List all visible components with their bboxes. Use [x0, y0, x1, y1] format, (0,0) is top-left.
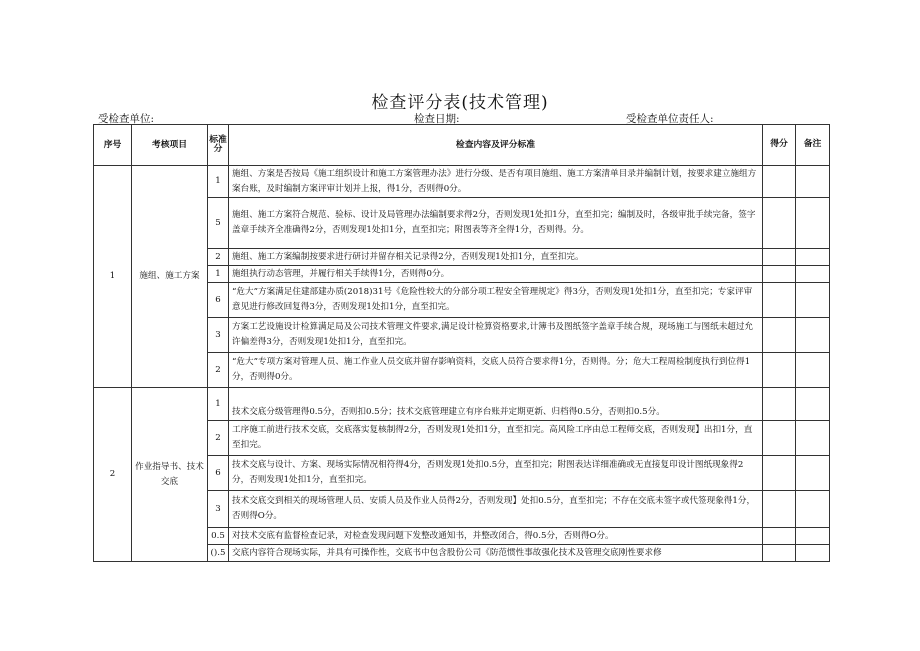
std-score-cell: 0.5 — [208, 528, 229, 545]
remark-cell[interactable] — [796, 545, 830, 562]
table-row — [94, 166, 830, 198]
std-score-cell: 2 — [208, 353, 229, 388]
score-cell[interactable] — [763, 421, 796, 456]
remark-cell[interactable] — [796, 491, 830, 528]
remark-cell[interactable] — [796, 166, 830, 198]
table-row — [94, 388, 830, 421]
score-cell[interactable] — [763, 545, 796, 562]
content-cell: 技术交底交到相关的现场管理人员、安质人员及作业人员得2分，否则发现】处扣0.5分，直至扣完；不存在交底未签字或代签现象得1分，否则得O分。 — [229, 491, 763, 528]
std-score-cell: 2 — [208, 421, 229, 456]
score-cell[interactable] — [763, 456, 796, 491]
remark-cell[interactable] — [796, 283, 830, 318]
content-cell: 施组执行动态管理，并履行相关手续得1分，否则得0分。 — [229, 266, 763, 283]
group-2-no: 2 — [94, 388, 132, 562]
group-1-item: 施组、施工方案 — [132, 166, 208, 388]
score-cell[interactable] — [763, 388, 796, 421]
content-cell: 施组、方案是否按局《施工组织设计和施工方案管理办法》进行分级、是否有项目施组、施工方案清单目录并编制计划，按要求建立施组方案台账，及时编制方案评审计划并上报，得1分，否则得0分。 — [229, 166, 763, 198]
header-remark: 备注 — [796, 125, 830, 166]
std-score-cell: 1 — [208, 166, 229, 198]
inspected-unit-label: 受检查单位: — [98, 113, 155, 125]
score-cell[interactable] — [763, 353, 796, 388]
header-item: 考核项目 — [132, 125, 208, 166]
score-cell[interactable] — [763, 283, 796, 318]
score-cell[interactable] — [763, 491, 796, 528]
std-score-cell: ().5 — [208, 545, 229, 562]
header-no: 序号 — [94, 125, 132, 166]
content-cell: “危大”方案满足住建部建办质(2018)31号《危险性较大的分部分项工程安全管理规定》得3分，否则发现1处扣1分，直至扣完；专家评审意见进行修改回复得3分，否则发现1处扣1分，直至扣完。 — [229, 283, 763, 318]
score-cell[interactable] — [763, 166, 796, 198]
header-standard-score: 标准分 — [208, 125, 229, 166]
std-score-cell: 6 — [208, 283, 229, 318]
remark-cell[interactable] — [796, 198, 830, 249]
remark-cell[interactable] — [796, 388, 830, 421]
std-score-cell: 6 — [208, 456, 229, 491]
remark-cell[interactable] — [796, 266, 830, 283]
table-header-row — [94, 125, 830, 166]
remark-cell[interactable] — [796, 318, 830, 353]
content-cell: 技术交底分级管理得0.5分，否则扣0.5分；技术交底管理建立有序台账并定期更新、归档得0.5分，否则扣0.5分。 — [229, 388, 763, 421]
remark-cell[interactable] — [796, 421, 830, 456]
remark-cell[interactable] — [796, 528, 830, 545]
remark-cell[interactable] — [796, 249, 830, 266]
score-cell[interactable] — [763, 249, 796, 266]
score-cell[interactable] — [763, 528, 796, 545]
std-score-cell: 5 — [208, 198, 229, 249]
remark-cell[interactable] — [796, 456, 830, 491]
content-cell: 对技术交底有监督检查记录，对检查发现问题下发整改通知书，并整改闭合，得0.5分，否则得O分。 — [229, 528, 763, 545]
score-cell[interactable] — [763, 198, 796, 249]
content-cell: 技术交底与设计、方案、现场实际情况相符得4分，否则发现1处扣0.5分，直至扣完；附图表达详细准确或无直接复印设计图纸现象得2分，否则发现1处扣1分，直至扣完。 — [229, 456, 763, 491]
header-score: 得分 — [763, 125, 796, 166]
std-score-cell: 2 — [208, 249, 229, 266]
std-score-cell: 1 — [208, 266, 229, 283]
content-cell: 工序施工前进行技术交底，交底落实复核制得2分，否则发现1处扣1分，直至扣完。高风险工序由总工程师交底，否则发现】出扣1分，直至扣完。 — [229, 421, 763, 456]
group-2-item: 作业指导书、技术交底 — [132, 388, 208, 562]
responsible-person-label: 受检查单位责任人: — [626, 113, 714, 125]
check-date-label: 检查日期: — [414, 113, 460, 125]
score-cell[interactable] — [763, 266, 796, 283]
page-title: 检查评分表(技术管理) — [371, 93, 549, 113]
header-content: 检查内容及评分标准 — [229, 125, 763, 166]
std-score-cell: 1 — [208, 388, 229, 421]
std-score-cell: 3 — [208, 491, 229, 528]
remark-cell[interactable] — [796, 353, 830, 388]
content-cell: 施组、施工方案符合规范、验标、设计及局管理办法编制要求得2分，否则发现1处扣1分，直至扣完；编制及时，各级审批手续完备，签字盖章手续齐全准确得2分，否则发现1处扣1分，直至扣完；附图表等齐全得1分，否则得。分。 — [229, 198, 763, 249]
score-table — [93, 124, 830, 562]
content-cell: 方案工艺设施设计检算满足局及公司技术管理文件要求,满足设计检算资格要求,计簿书及图纸签字盖章手续合规，现场施工与图纸未超过允许偏差得3分，否则发现1处扣1分，直至扣完。 — [229, 318, 763, 353]
content-cell: 施组、施工方案编制按要求进行研讨并留存相关记录得2分，否则发现1处扣1分，直至扣完。 — [229, 249, 763, 266]
group-1-no: 1 — [94, 166, 132, 388]
content-cell: 交底内容符合现场实际，并具有可操作性，交底书中包含股份公司《防范惯性事故强化技术及管理交底刚性要求修 — [229, 545, 763, 562]
content-cell: “危大”专项方案对管理人员、施工作业人员交底并留存影响资料，交底人员符合要求得1分，否则得。分；危大工程周检制度执行到位得1分，否则得0分。 — [229, 353, 763, 388]
score-cell[interactable] — [763, 318, 796, 353]
std-score-cell: 3 — [208, 318, 229, 353]
